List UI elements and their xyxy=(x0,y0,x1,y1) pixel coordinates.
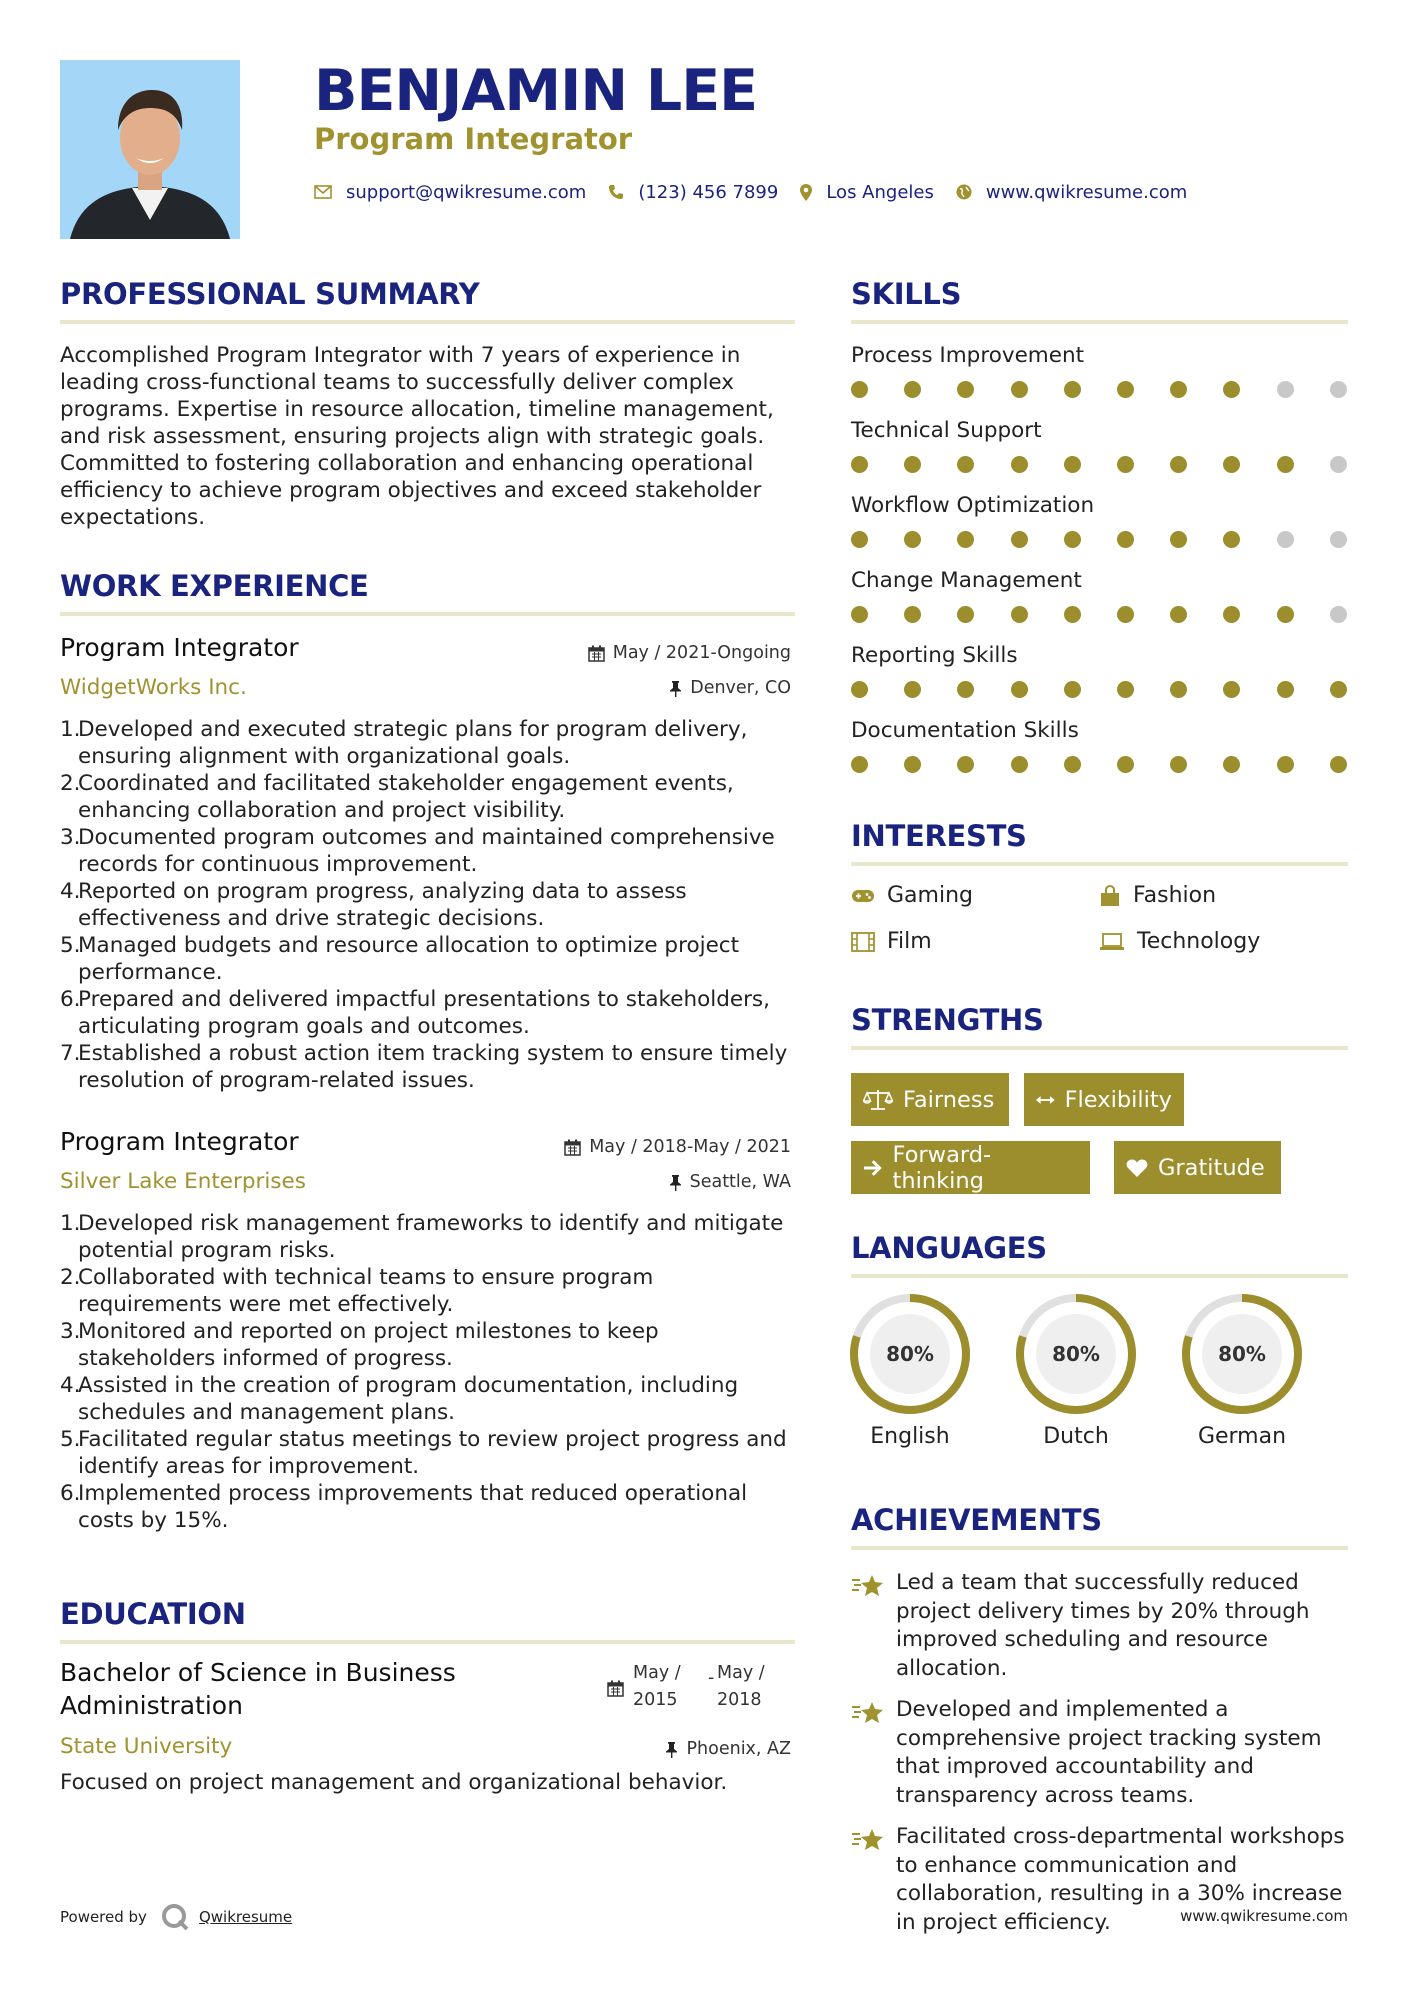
achievement-item: Facilitated cross-departmental workshops to enhance communication and collaboration, resulting in a 30% increase in project efficiency. xyxy=(851,1823,1351,1937)
interests-heading: INTERESTS xyxy=(851,819,1027,853)
education-divider xyxy=(60,1640,795,1644)
rating-dot-empty xyxy=(1330,606,1347,623)
language-item xyxy=(1014,1292,1138,1449)
rating-dot-filled xyxy=(904,531,921,548)
pushpin-icon xyxy=(665,1741,678,1758)
pushpin-icon xyxy=(669,680,682,697)
rating-dot-filled xyxy=(1011,606,1028,623)
job-location xyxy=(669,678,791,698)
interest-item: Gaming xyxy=(851,883,973,908)
job-location-text: Denver, CO xyxy=(690,678,791,698)
rating-dot-filled xyxy=(1223,456,1240,473)
rating-dot-filled xyxy=(1011,681,1028,698)
arrows-horizontal-icon xyxy=(1036,1093,1055,1107)
rating-dot-filled xyxy=(1223,756,1240,773)
qwikresume-logo-icon xyxy=(161,1903,189,1931)
summary-heading: PROFESSIONAL SUMMARY xyxy=(60,277,480,311)
language-percent: 80% xyxy=(886,1342,934,1366)
arrow-right-icon xyxy=(863,1159,883,1177)
skill-rating xyxy=(851,606,1348,624)
shooting-star-icon xyxy=(851,1699,885,1725)
job-company: WidgetWorks Inc. xyxy=(60,675,247,700)
powered-by-label: Powered by xyxy=(60,1908,147,1926)
powered-by xyxy=(60,1903,292,1931)
languages-heading: LANGUAGES xyxy=(851,1231,1047,1265)
skill-name: Process Improvement xyxy=(851,343,1085,368)
footer-website[interactable]: www.qwikresume.com xyxy=(1180,1907,1348,1925)
profile-photo xyxy=(60,60,240,239)
rating-dot-filled xyxy=(1064,756,1081,773)
job-date-text: May / 2021-Ongoing xyxy=(612,643,791,663)
job-date xyxy=(564,1137,791,1157)
skill-rating xyxy=(851,531,1348,549)
education-location-text: Phoenix, AZ xyxy=(686,1739,791,1759)
skills-heading: SKILLS xyxy=(851,277,962,311)
rating-dot-empty xyxy=(1330,381,1347,398)
pushpin-icon xyxy=(669,1174,682,1191)
rating-dot-filled xyxy=(904,756,921,773)
film-icon xyxy=(851,932,875,952)
rating-dot-filled xyxy=(1277,456,1294,473)
language-name: English xyxy=(870,1424,950,1449)
skills-divider xyxy=(851,320,1348,324)
education-heading: EDUCATION xyxy=(60,1597,246,1631)
rating-dot-filled xyxy=(1223,606,1240,623)
rating-dot-empty xyxy=(1330,456,1347,473)
contact-phone[interactable]: (123) 456 7899 xyxy=(638,181,779,203)
rating-dot-filled xyxy=(1117,531,1134,548)
list-item: 1. Developed risk management frameworks to identify and mitigate potential program risks. xyxy=(60,1211,784,1263)
rating-dot-filled xyxy=(904,681,921,698)
skill-name: Documentation Skills xyxy=(851,718,1079,743)
rating-dot-filled xyxy=(851,681,868,698)
language-percent: 80% xyxy=(1052,1342,1100,1366)
rating-dot-filled xyxy=(1064,531,1081,548)
shopping-bag-icon xyxy=(1099,885,1121,907)
education-start-date: May / 2015 xyxy=(633,1663,681,1710)
rating-dot-filled xyxy=(1117,606,1134,623)
list-item: 6. Prepared and delivered impactful presentations to stakeholders, articulating program goals and outcomes. xyxy=(60,987,770,1039)
candidate-title: Program Integrator xyxy=(314,122,633,156)
job-duties-list xyxy=(60,716,795,1094)
rating-dot-filled xyxy=(1277,756,1294,773)
phone-icon xyxy=(608,184,624,200)
skill-rating xyxy=(851,681,1348,699)
rating-dot-empty xyxy=(1330,531,1347,548)
interests-divider xyxy=(851,862,1348,866)
rating-dot-filled xyxy=(957,756,974,773)
rating-dot-filled xyxy=(1170,756,1187,773)
globe-icon xyxy=(956,184,972,200)
date-separator: - xyxy=(708,1668,715,1688)
job-location xyxy=(669,1172,791,1192)
language-progress-ring xyxy=(1180,1292,1304,1416)
rating-dot-filled xyxy=(1117,456,1134,473)
rating-dot-filled xyxy=(957,606,974,623)
languages-divider xyxy=(851,1274,1348,1278)
list-item: 2. Coordinated and facilitated stakeholder engagement events, enhancing collaboration and project visibility. xyxy=(60,771,734,823)
list-item: 3. Monitored and reported on project milestones to keep stakeholders informed of progress. xyxy=(60,1319,659,1371)
rating-dot-filled xyxy=(1277,606,1294,623)
job-title: Program Integrator xyxy=(60,633,299,662)
list-item: 4. Assisted in the creation of program documentation, including schedules and management plans. xyxy=(60,1373,739,1425)
language-percent: 80% xyxy=(1218,1342,1266,1366)
job-title: Program Integrator xyxy=(60,1127,299,1156)
rating-dot-filled xyxy=(1170,681,1187,698)
rating-dot-filled xyxy=(1011,456,1028,473)
rating-dot-filled xyxy=(851,756,868,773)
list-item: 5. Facilitated regular status meetings to review project progress and identify areas for improvement. xyxy=(60,1427,787,1479)
interest-item: Technology xyxy=(1099,929,1260,954)
list-item: 2. Collaborated with technical teams to ensure program requirements were met effectively. xyxy=(60,1265,654,1317)
skill-name: Reporting Skills xyxy=(851,643,1018,668)
language-progress-ring xyxy=(1014,1292,1138,1416)
education-location xyxy=(665,1739,791,1759)
strength-badge: Fairness xyxy=(851,1073,1009,1126)
rating-dot-filled xyxy=(1170,606,1187,623)
strengths-heading: STRENGTHS xyxy=(851,1003,1044,1037)
list-item: 4. Reported on program progress, analyzing data to assess effectiveness and drive strategic decisions. xyxy=(60,879,687,931)
gamepad-icon xyxy=(851,888,875,904)
rating-dot-filled xyxy=(851,381,868,398)
school-name: State University xyxy=(60,1734,233,1759)
rating-dot-filled xyxy=(957,681,974,698)
rating-dot-filled xyxy=(1064,606,1081,623)
skill-rating xyxy=(851,381,1348,399)
summary-text: Accomplished Program Integrator with 7 years of experience in leading cross-functional teams to successfully deliver complex programs. Expertise in resource allocation, timeline management, and risk assessment, ensuring projects align with strategic goals. Committed to fostering collaboration and enhancing operational efficiency to achieve program objectives and exceed stakeholder expectations. xyxy=(60,343,774,530)
contact-email[interactable]: support@qwikresume.com xyxy=(346,181,587,203)
rating-dot-filled xyxy=(904,381,921,398)
skill-rating xyxy=(851,756,1348,774)
rating-dot-filled xyxy=(1117,381,1134,398)
rating-dot-filled xyxy=(1117,681,1134,698)
rating-dot-filled xyxy=(904,606,921,623)
rating-dot-filled xyxy=(1170,531,1187,548)
calendar-icon xyxy=(564,1139,581,1156)
contact-bar xyxy=(314,180,1209,204)
rating-dot-filled xyxy=(1223,381,1240,398)
list-item: 3. Documented program outcomes and maintained comprehensive records for continuous improvement. xyxy=(60,825,775,877)
laptop-icon xyxy=(1099,933,1125,951)
degree-name: Bachelor of Science in Business Administration xyxy=(60,1658,456,1720)
calendar-icon xyxy=(588,645,605,662)
achievement-item: Developed and implemented a comprehensive project tracking system that improved accountability and transparency across teams. xyxy=(851,1696,1351,1810)
experience-heading: WORK EXPERIENCE xyxy=(60,569,369,603)
skill-name: Workflow Optimization xyxy=(851,493,1095,518)
rating-dot-filled xyxy=(1117,756,1134,773)
skill-name: Technical Support xyxy=(851,418,1042,443)
list-item: 7. Established a robust action item tracking system to ensure timely resolution of program-related issues. xyxy=(60,1041,788,1093)
rating-dot-filled xyxy=(1011,531,1028,548)
language-progress-ring xyxy=(848,1292,972,1416)
rating-dot-filled xyxy=(1330,756,1347,773)
calendar-icon xyxy=(607,1680,624,1697)
candidate-name: BENJAMIN LEE xyxy=(314,58,758,124)
rating-dot-empty xyxy=(1277,381,1294,398)
map-marker-icon xyxy=(800,184,812,201)
list-item: 6. Implemented process improvements that reduced operational costs by 15%. xyxy=(60,1481,748,1533)
education-end-date: May / 2018 xyxy=(717,1663,765,1710)
interest-item: Film xyxy=(851,929,932,954)
list-item: 5. Managed budgets and resource allocation to optimize project performance. xyxy=(60,933,740,985)
achievement-item: Led a team that successfully reduced project delivery times by 20% through improved scheduling and resource allocation. xyxy=(851,1569,1351,1683)
rating-dot-filled xyxy=(904,456,921,473)
interest-item: Fashion xyxy=(1099,883,1216,908)
shooting-star-icon xyxy=(851,1572,885,1598)
rating-dot-filled xyxy=(1064,681,1081,698)
rating-dot-filled xyxy=(1223,681,1240,698)
language-item xyxy=(848,1292,972,1449)
strengths-divider xyxy=(851,1046,1348,1050)
heart-icon xyxy=(1126,1158,1148,1178)
rating-dot-filled xyxy=(1064,381,1081,398)
rating-dot-filled xyxy=(1011,756,1028,773)
job-date xyxy=(588,643,791,663)
job-date-text: May / 2018-May / 2021 xyxy=(589,1137,791,1157)
achievements-divider xyxy=(851,1546,1348,1550)
strength-badge: Forward-thinking xyxy=(851,1141,1090,1194)
strength-badge: Flexibility xyxy=(1024,1073,1184,1126)
rating-dot-filled xyxy=(1064,456,1081,473)
rating-dot-filled xyxy=(851,456,868,473)
qwikresume-link[interactable]: Qwikresume xyxy=(198,1908,293,1926)
shooting-star-icon xyxy=(851,1826,885,1852)
list-item: 1. Developed and executed strategic plans for program delivery, ensuring alignment with organizational goals. xyxy=(60,717,748,769)
rating-dot-filled xyxy=(851,606,868,623)
rating-dot-filled xyxy=(1223,531,1240,548)
strength-badge: Gratitude xyxy=(1114,1141,1281,1194)
language-name: German xyxy=(1197,1424,1287,1449)
language-item xyxy=(1180,1292,1304,1449)
rating-dot-filled xyxy=(957,381,974,398)
summary-divider xyxy=(60,320,795,324)
job-company: Silver Lake Enterprises xyxy=(60,1169,306,1194)
envelope-icon xyxy=(314,185,332,199)
contact-website[interactable]: www.qwikresume.com xyxy=(985,181,1188,203)
rating-dot-filled xyxy=(957,456,974,473)
balance-scale-icon xyxy=(863,1089,893,1111)
job-location-text: Seattle, WA xyxy=(689,1172,791,1192)
experience-divider xyxy=(60,612,795,616)
rating-dot-filled xyxy=(1170,456,1187,473)
rating-dot-empty xyxy=(1277,531,1294,548)
rating-dot-filled xyxy=(1011,381,1028,398)
rating-dot-filled xyxy=(957,531,974,548)
rating-dot-filled xyxy=(1277,681,1294,698)
rating-dot-filled xyxy=(851,531,868,548)
contact-location: Los Angeles xyxy=(826,181,934,203)
skill-rating xyxy=(851,456,1348,474)
language-name: Dutch xyxy=(1043,1424,1109,1449)
job-duties-list xyxy=(60,1210,795,1534)
skill-name: Change Management xyxy=(851,568,1082,593)
achievements-heading: ACHIEVEMENTS xyxy=(851,1503,1102,1537)
rating-dot-filled xyxy=(1330,681,1347,698)
education-description: Focused on project management and organizational behavior. xyxy=(60,1770,728,1795)
rating-dot-filled xyxy=(1170,381,1187,398)
